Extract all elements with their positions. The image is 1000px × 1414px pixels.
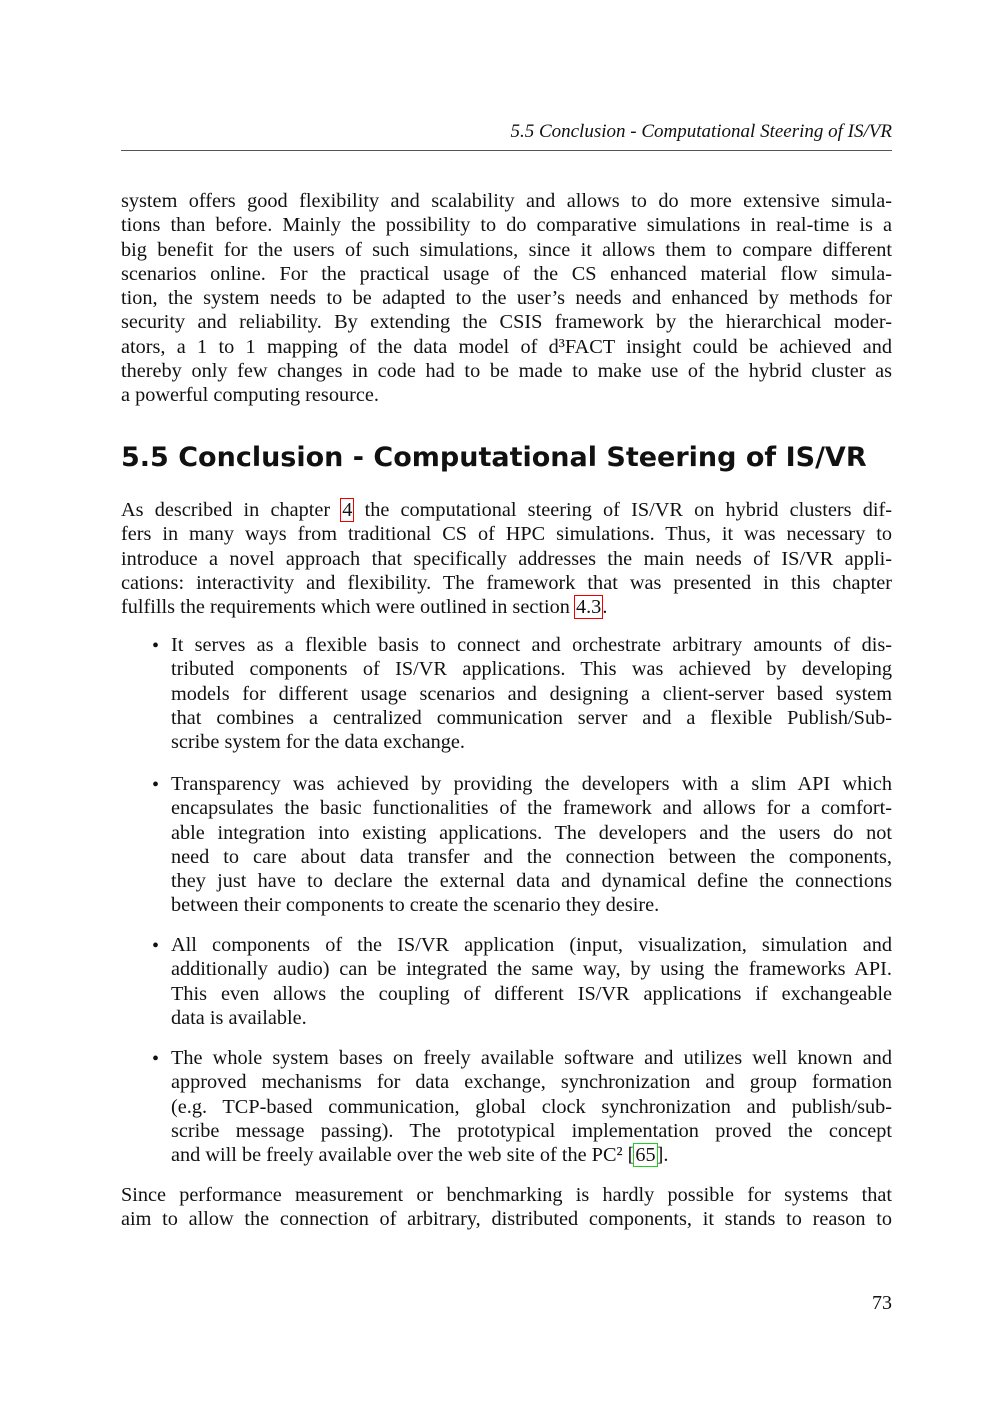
citation-link[interactable]: 65 bbox=[635, 1144, 656, 1167]
bullet-item bbox=[171, 933, 892, 1030]
text-line: between their components to create the scenario they desire. bbox=[171, 894, 660, 917]
text-line: approved mechanisms for data exchange, synchronization and group formation bbox=[171, 1071, 892, 1094]
text-line: models for different usage scenarios and designing a client-server based system bbox=[171, 682, 892, 705]
text-line: that combines a centralized communication server and a flexible Publish/Sub- bbox=[171, 706, 892, 729]
page-number: 73 bbox=[872, 1292, 892, 1314]
bullet-item bbox=[171, 633, 892, 754]
text-line: ators, a 1 to 1 mapping of the data model of d³FACT insight could be achieved and bbox=[121, 335, 892, 358]
text-line: It serves as a flexible basis to connect and orchestrate arbitrary amounts of dis- bbox=[171, 634, 892, 656]
text-line: Transparency was achieved by providing the developers with a slim API which bbox=[171, 773, 892, 795]
text-line: system offers good flexibility and scalability and allows to do more extensive simula- bbox=[121, 190, 892, 212]
text-line: security and reliability. By extending the CSIS framework by the hierarchical moder- bbox=[121, 311, 892, 334]
chapter-link[interactable]: 4 bbox=[342, 499, 353, 521]
paragraph-1 bbox=[121, 189, 892, 408]
running-header: 5.5 Conclusion - Computational Steering of IS/VR bbox=[510, 121, 892, 142]
text-line: big benefit for the users of such simulations, since it allows them to compare different bbox=[121, 238, 892, 261]
text-line: data is available. bbox=[171, 1006, 307, 1029]
text-line: Since performance measurement or benchmarking is hardly possible for systems that bbox=[121, 1184, 892, 1206]
text-line: tributed components of IS/VR applications. This was achieved by developing bbox=[171, 658, 892, 681]
text-line: The whole system bases on freely available software and utilizes well known and bbox=[171, 1047, 892, 1069]
text-line: thereby only few changes in code had to be made to make use of the hybrid cluster as bbox=[121, 360, 892, 383]
bullet-item bbox=[171, 772, 892, 918]
text-line: able integration into existing applications. The developers and the users do not bbox=[171, 821, 892, 844]
paragraph-3 bbox=[121, 1183, 892, 1232]
text-span: . bbox=[602, 596, 608, 619]
text-line: introduce a novel approach that specifically addresses the main needs of IS/VR appli- bbox=[121, 547, 892, 570]
text-line bbox=[121, 595, 892, 619]
text-line: scribe message passing). The prototypical implementation proved the concept bbox=[171, 1119, 892, 1142]
bullet-icon: • bbox=[152, 635, 160, 657]
bullet-item bbox=[171, 1046, 892, 1167]
text-line: scenarios online. For the practical usage of the CS enhanced material flow simula- bbox=[121, 262, 892, 285]
paragraph-2 bbox=[121, 498, 892, 619]
section-heading: 5.5 Conclusion - Computational Steering of IS/VR bbox=[121, 442, 867, 473]
text-span: fulfills the requirements which were outlined in section bbox=[121, 596, 575, 619]
text-line bbox=[171, 1143, 892, 1167]
text-span: and will be freely available over the web site of the PC² [ bbox=[171, 1144, 635, 1167]
text-line: tions than before. Mainly the possibility to do comparative simulations in real-time is a bbox=[121, 214, 892, 237]
text-line: cations: interactivity and flexibility. The framework that was presented in this chapter bbox=[121, 571, 892, 594]
text-line: they just have to declare the external data and dynamical define the connections bbox=[171, 870, 892, 893]
text-span: ]. bbox=[656, 1144, 669, 1167]
text-line: a powerful computing resource. bbox=[121, 384, 379, 407]
text-line: This even allows the coupling of different IS/VR applications if exchangeable bbox=[171, 982, 892, 1005]
text-line bbox=[121, 498, 892, 522]
text-line: need to care about data transfer and the connection between the components, bbox=[171, 845, 892, 868]
text-line: fers in many ways from traditional CS of HPC simulations. Thus, it was necessary to bbox=[121, 523, 892, 546]
text-span: the computational steering of IS/VR on hybrid clusters dif- bbox=[353, 499, 892, 521]
text-line: aim to allow the connection of arbitrary, distributed components, it stands to reason to bbox=[121, 1208, 892, 1231]
text-line: tion, the system needs to be adapted to the user’s needs and enhanced by methods for bbox=[121, 287, 892, 310]
section-link[interactable]: 4.3 bbox=[575, 596, 602, 619]
text-line: All components of the IS/VR application (input, visualization, simulation and bbox=[171, 934, 892, 956]
header-rule bbox=[121, 150, 892, 151]
text-line: encapsulates the basic functionalities of the framework and allows for a comfort- bbox=[171, 797, 892, 820]
bullet-icon: • bbox=[152, 774, 160, 796]
text-span: As described in chapter bbox=[121, 499, 342, 521]
text-line: (e.g. TCP-based communication, global clock synchronization and publish/sub- bbox=[171, 1095, 892, 1118]
text-line: additionally audio) can be integrated the same way, by using the frameworks API. bbox=[171, 958, 892, 981]
bullet-icon: • bbox=[152, 1048, 160, 1070]
text-line: scribe system for the data exchange. bbox=[171, 731, 465, 754]
bullet-icon: • bbox=[152, 935, 160, 957]
